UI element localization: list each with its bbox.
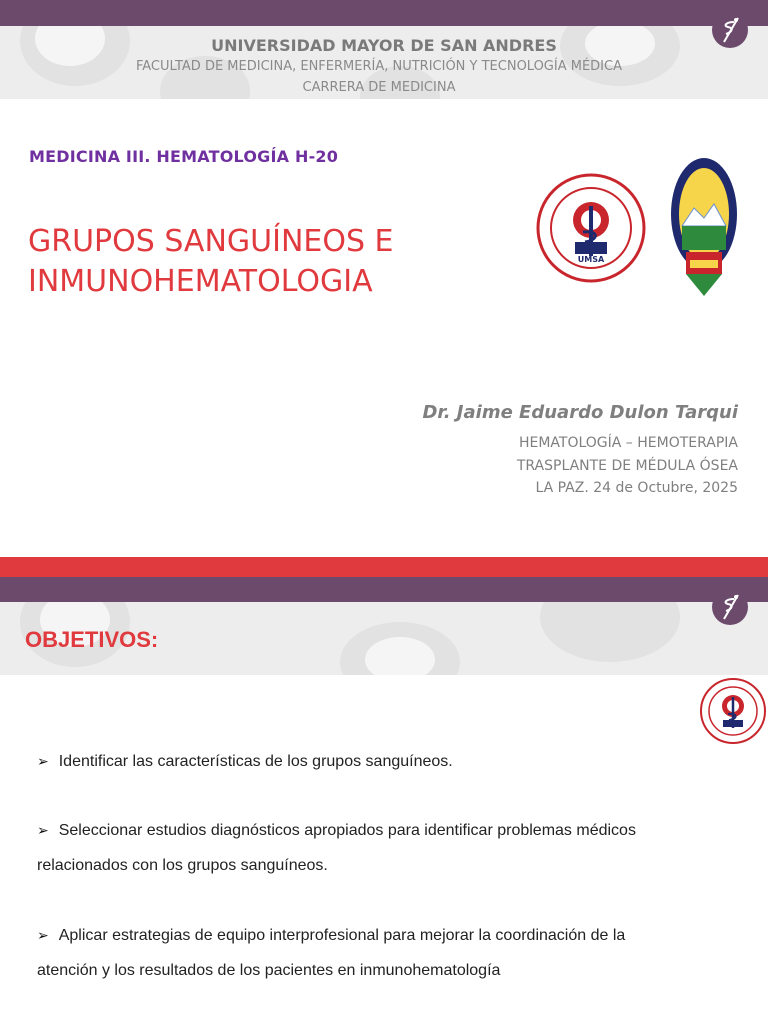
objectives-heading: OBJETIVOS: <box>25 627 159 652</box>
carrera-seal-bottom-text: UMSA <box>577 255 605 264</box>
carrera-medicina-seal-icon <box>535 172 647 284</box>
specialty-line-1: HEMATOLOGÍA – HEMOTERAPIA <box>518 435 738 451</box>
purple-band <box>0 577 768 602</box>
faculty-name: FACULTAD DE MEDICINA, ENFERMERÍA, NUTRICIÓN Y TECNOLOGÍA MÉDICA <box>135 59 622 74</box>
list-item: ➢ Seleccionar estudios diagnósticos apropiados para identificar problemas médicos relacionados con los grupos sanguíneos. <box>37 822 636 874</box>
list-item: ➢ Aplicar estrategias de equipo interprofesional para mejorar la coordinación de la atención y los resultados de los pacientes en inmunohematología <box>37 927 626 979</box>
objectives-slide <box>0 557 768 1024</box>
title-line-1: GRUPOS SANGUÍNEOS E <box>28 224 394 259</box>
arrow-bullet-icon: ➢ <box>37 753 49 769</box>
date-line: LA PAZ. 24 de Octubre, 2025 <box>535 480 738 496</box>
red-band <box>0 557 768 577</box>
carrera-medicina-seal-icon <box>699 677 767 745</box>
presentation-title <box>28 222 394 302</box>
list-item: ➢ Identificar las características de los grupos sanguíneos. <box>37 753 453 770</box>
career-name: CARRERA DE MEDICINA <box>302 80 456 95</box>
arrow-bullet-icon: ➢ <box>37 927 49 943</box>
umsa-crest-icon <box>668 156 740 302</box>
arrow-bullet-icon: ➢ <box>37 822 49 838</box>
university-name: UNIVERSIDAD MAYOR DE SAN ANDRES <box>211 36 557 55</box>
course-name: MEDICINA III. HEMATOLOGÍA H-20 <box>29 147 339 166</box>
caduceus-icon <box>712 589 748 625</box>
top-purple-band <box>0 0 768 26</box>
specialty-line-2: TRASPLANTE DE MÉDULA ÓSEA <box>516 458 738 474</box>
author-name: Dr. Jaime Eduardo Dulon Tarqui <box>422 402 738 423</box>
title-line-2: INMUNOHEMATOLOGIA <box>28 264 373 299</box>
